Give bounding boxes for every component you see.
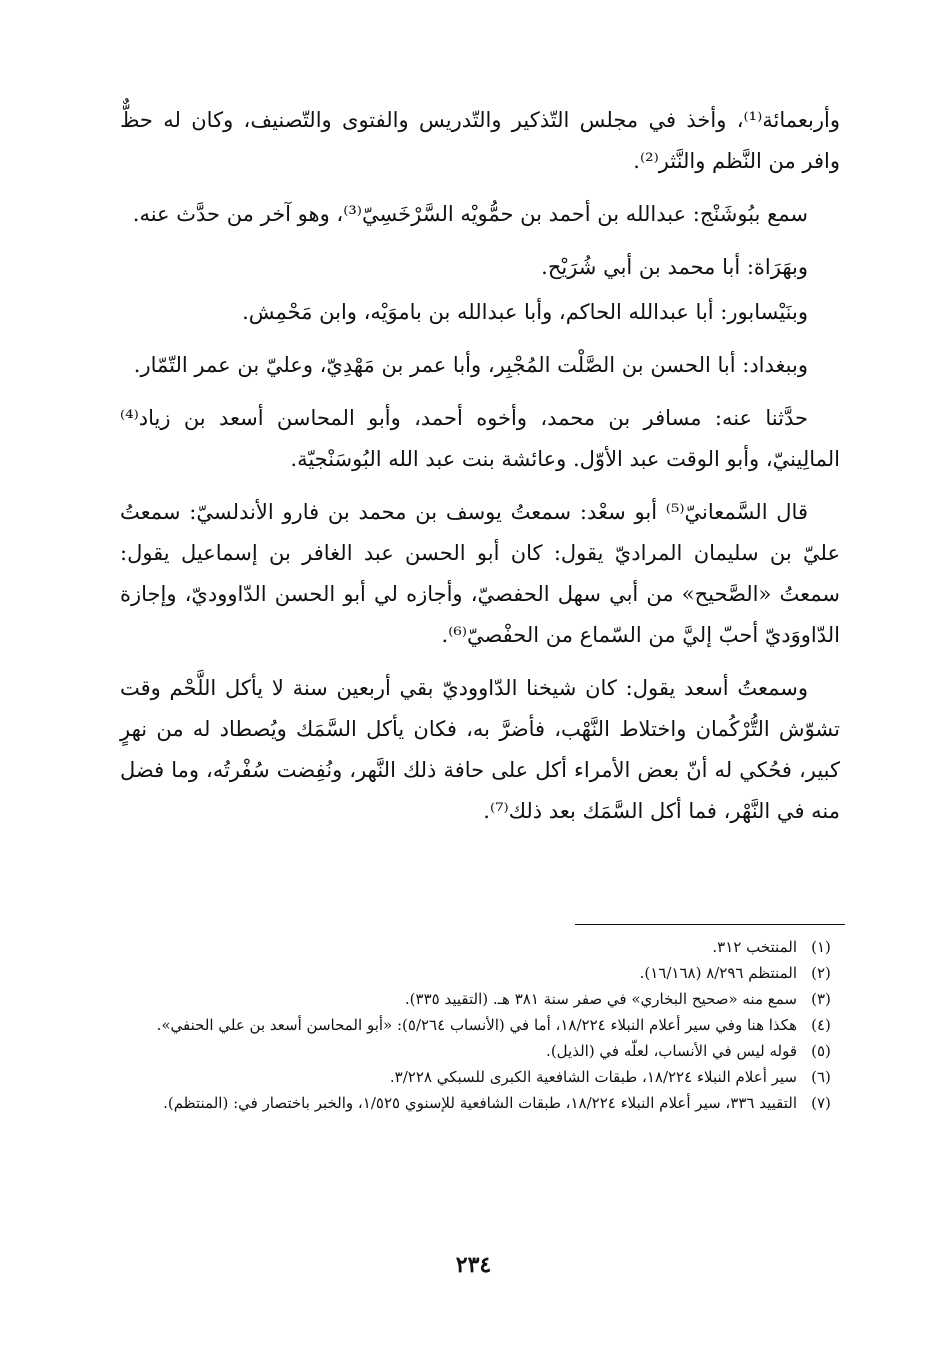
- main-text: [120, 100, 840, 844]
- paragraph: وببغداد: أبا الحسن بن الصَّلْت المُجْبِر، وأبا عمر بن مَهْدِيّ، وعليّ بن عمر التّمّار.: [133, 353, 808, 377]
- footnotes: [120, 934, 845, 1116]
- paragraph: قال السَّمعانيّ⁽⁵⁾ أبو سعْد: سمعتُ يوسف بن محمد بن فارو الأندلسيّ: سمعتُ عليّ بن سليمان المراديّ يقول: كان أبو الحسن عبد الغافر بن إسماعيل يقول: سمعتُ «الصَّحيح» من أبي سهل الحفصيّ، وأجازه لي أبو الحسن الدّاووديّ، وإجازة الدّاووَديّ أحبّ إليَّ من السّماع من الحفْصيّ⁽⁶⁾.: [120, 500, 840, 647]
- footnote: [120, 934, 845, 960]
- footnote: [120, 960, 845, 986]
- footnote-text: التقييد ٣٣٦، سير أعلام النبلاء ١٨/٢٢٤، طبقات الشافعية للإسنوي ١/٥٢٥، والخبر باختصار في: (المنتظم).: [163, 1094, 797, 1112]
- footnote-text: المنتظم ٨/٢٩٦ (١٦/١٦٨).: [639, 964, 797, 982]
- paragraph: حدَّثنا عنه: مسافر بن محمد، وأخوه أحمد، وأبو المحاسن أسعد بن زياد⁽⁴⁾ المالِينيّ، وأبو الوقت عبد الأوّل. وعائشة بنت عبد الله البُوسَنْجيّة.: [120, 406, 840, 471]
- footnote: [120, 1064, 845, 1090]
- footnote-number: (٧): [811, 1094, 831, 1112]
- paragraph: وبنَيْسابور: أبا عبدالله الحاكم، وأبا عبدالله بن باموَيْه، وابن مَحْمِش.: [242, 300, 808, 324]
- page-number: ٢٣٤: [455, 1252, 492, 1278]
- footnote-number: (٢): [811, 964, 831, 982]
- footnote-separator: [575, 924, 845, 925]
- footnote-number: (٤): [811, 1016, 831, 1034]
- footnote-number: (١): [811, 938, 831, 956]
- footnote-number: (٦): [811, 1068, 831, 1086]
- footnote: [120, 986, 845, 1012]
- footnote-number: (٣): [811, 990, 831, 1008]
- footnote-text: سير أعلام النبلاء ١٨/٢٢٤، طبقات الشافعية الكبرى للسبكي ٣/٢٢٨.: [389, 1068, 797, 1086]
- footnote: [120, 1038, 845, 1064]
- footnote: [120, 1012, 845, 1038]
- footnote-text: سمع منه «صحيح البخاري» في صفر سنة ٣٨١ هـ. (التقييد ٣٣٥).: [404, 990, 797, 1008]
- paragraph: وأربعمائة⁽¹⁾، وأخذ في مجلس التّذكير والتّدريس والفتوى والتّصنيف، وكان له حظٌّ وافر من النَّظم والنَّثر⁽²⁾.: [120, 108, 840, 173]
- footnote-text: قوله ليس في الأنساب، لعلّه في (الذيل).: [546, 1042, 797, 1060]
- footnote-text: المنتخب ٣١٢.: [712, 938, 797, 956]
- paragraph: وبهَرَاة: أبا محمد بن أبي شُرَيْح.: [541, 255, 808, 279]
- footnote-text: هكذا هنا وفي سير أعلام النبلاء ١٨/٢٢٤، أما في (الأنساب ٥/٢٦٤): «أبو المحاسن أسعد بن علي الحنفي».: [156, 1016, 797, 1034]
- footnote-number: (٥): [811, 1042, 831, 1060]
- paragraph: وسمعتُ أسعد يقول: كان شيخنا الدّاووديّ بقي أربعين سنة لا يأكل اللَّحْم وقت تشوّش التُّرْكُمان واختلاط النَّهْب، فأضرَّ به، فكان يأكل السَّمَك ويُصطاد له من نهرٍ كبير، فحُكي له أنّ بعض الأمراء أكل على حافة ذلك النَّهر، ونُفِضت سُفْرتُه، وما فضل منه في النَّهْر، فما أكل السَّمَك بعد ذلك⁽⁷⁾.: [120, 676, 840, 823]
- paragraph: سمع ببُوشَنْج: عبدالله بن أحمد بن حمُّويْه السَّرْخَسِيّ⁽³⁾، وهو آخر من حدَّث عنه.: [132, 202, 808, 226]
- footnote: [120, 1090, 845, 1116]
